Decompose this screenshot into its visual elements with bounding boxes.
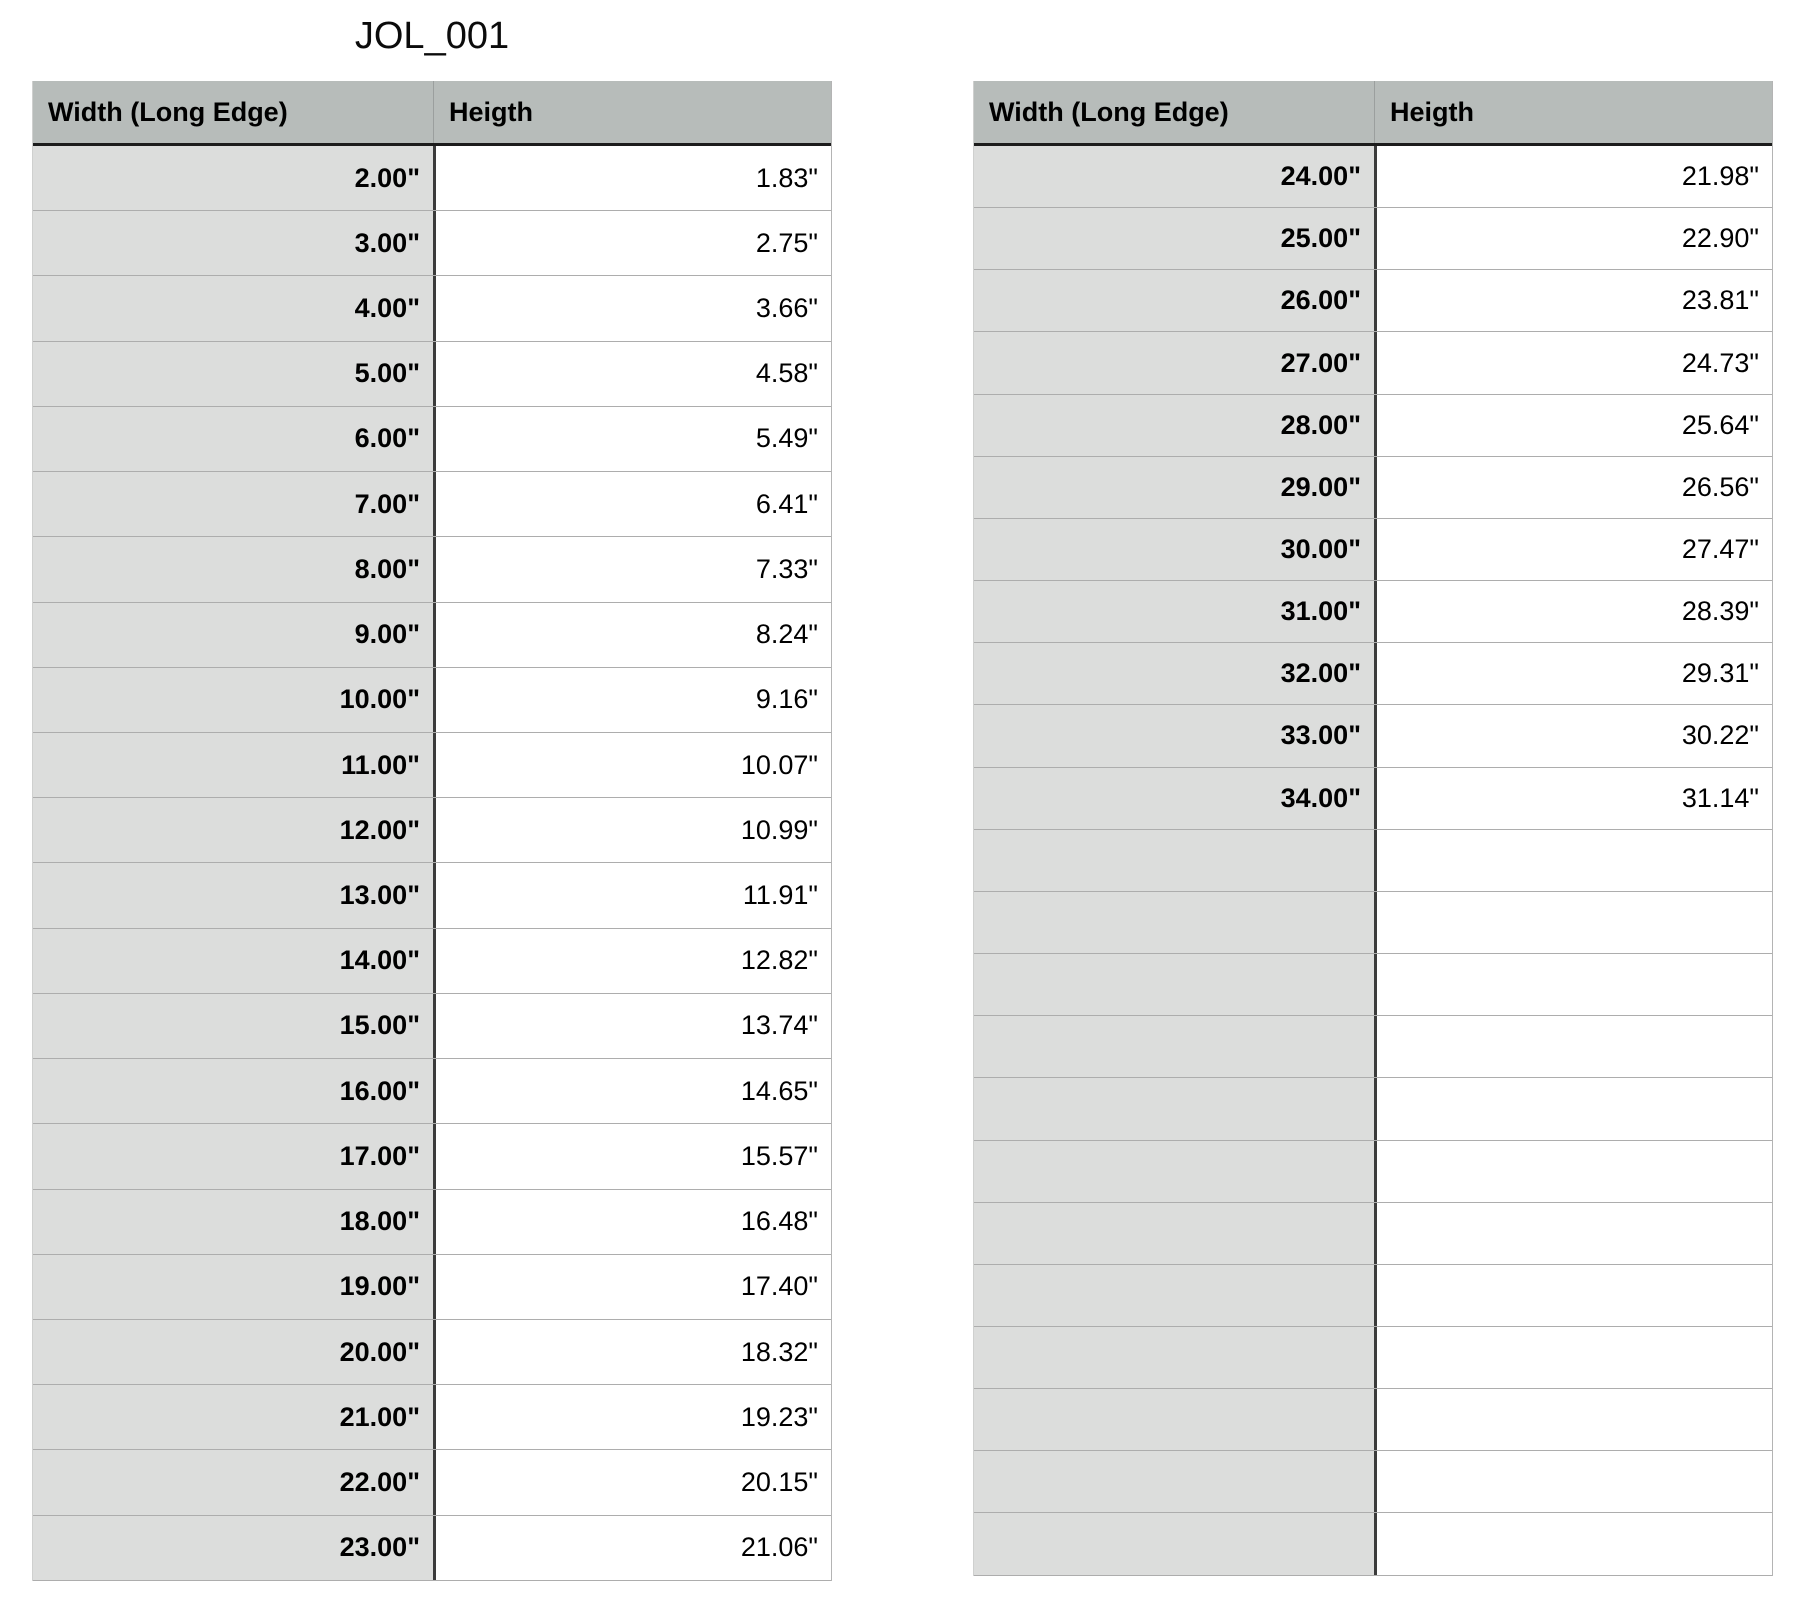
table-row xyxy=(33,1255,831,1320)
width-cell-empty xyxy=(974,830,1374,891)
width-cell: 17.00" xyxy=(33,1124,433,1188)
height-cell: 12.82" xyxy=(433,929,831,993)
table-row xyxy=(33,929,831,994)
width-cell: 23.00" xyxy=(33,1516,433,1580)
height-cell: 5.49" xyxy=(433,407,831,471)
table-row xyxy=(33,1385,831,1450)
width-cell: 31.00" xyxy=(974,581,1374,642)
width-cell: 26.00" xyxy=(974,270,1374,331)
table-row xyxy=(974,705,1772,767)
table-row xyxy=(33,407,831,472)
height-cell: 28.39" xyxy=(1374,581,1772,642)
height-cell: 6.41" xyxy=(433,472,831,536)
table-row xyxy=(33,798,831,863)
width-cell: 30.00" xyxy=(974,519,1374,580)
height-cell-empty xyxy=(1374,830,1772,891)
width-cell: 11.00" xyxy=(33,733,433,797)
width-cell-empty xyxy=(974,1389,1374,1450)
height-cell-empty xyxy=(1374,1389,1772,1450)
table-row xyxy=(33,1190,831,1255)
table-row xyxy=(33,1450,831,1515)
table-row xyxy=(974,395,1772,457)
height-cell: 19.23" xyxy=(433,1385,831,1449)
table-row xyxy=(33,537,831,602)
table-row xyxy=(33,1516,831,1581)
height-cell: 7.33" xyxy=(433,537,831,601)
size-table-right xyxy=(973,81,1773,1576)
width-cell-empty xyxy=(974,1203,1374,1264)
column-header-width: Width (Long Edge) xyxy=(48,96,288,127)
table-row-empty xyxy=(974,1513,1772,1575)
table-row xyxy=(974,581,1772,643)
table-body-right xyxy=(974,146,1772,1576)
table-row xyxy=(33,276,831,341)
table-row xyxy=(33,211,831,276)
table-row xyxy=(974,208,1772,270)
height-cell: 8.24" xyxy=(433,603,831,667)
height-cell: 17.40" xyxy=(433,1255,831,1319)
height-cell-empty xyxy=(1374,892,1772,953)
table-row xyxy=(33,863,831,928)
table-row-empty xyxy=(974,1327,1772,1389)
column-header-height: Heigth xyxy=(1374,81,1772,143)
height-cell-empty xyxy=(1374,1078,1772,1139)
table-row-empty xyxy=(974,1265,1772,1327)
table-row xyxy=(974,146,1772,208)
column-header-width: Width (Long Edge) xyxy=(989,96,1229,127)
height-cell: 20.15" xyxy=(433,1450,831,1514)
height-cell: 24.73" xyxy=(1374,332,1772,393)
table-row xyxy=(33,472,831,537)
table-row xyxy=(974,332,1772,394)
table-row xyxy=(33,1059,831,1124)
width-cell: 32.00" xyxy=(974,643,1374,704)
width-cell: 13.00" xyxy=(33,863,433,927)
height-cell: 11.91" xyxy=(433,863,831,927)
table-row-empty xyxy=(974,954,1772,1016)
table-row-empty xyxy=(974,1203,1772,1265)
table-row xyxy=(33,733,831,798)
width-cell: 22.00" xyxy=(33,1450,433,1514)
height-cell: 10.99" xyxy=(433,798,831,862)
table-row-empty xyxy=(974,1451,1772,1513)
height-cell-empty xyxy=(1374,1513,1772,1574)
table-row xyxy=(33,668,831,733)
table-row xyxy=(974,457,1772,519)
table-row xyxy=(974,270,1772,332)
table-row xyxy=(33,603,831,668)
table-row-empty xyxy=(974,1141,1772,1203)
width-cell: 8.00" xyxy=(33,537,433,601)
height-cell: 14.65" xyxy=(433,1059,831,1123)
height-cell-empty xyxy=(1374,1016,1772,1077)
height-cell-empty xyxy=(1374,954,1772,1015)
height-cell-empty xyxy=(1374,1203,1772,1264)
height-cell: 31.14" xyxy=(1374,768,1772,829)
height-cell: 26.56" xyxy=(1374,457,1772,518)
table-row xyxy=(33,342,831,407)
width-cell-empty xyxy=(974,1016,1374,1077)
width-cell: 10.00" xyxy=(33,668,433,732)
width-cell: 25.00" xyxy=(974,208,1374,269)
width-cell-empty xyxy=(974,1513,1374,1574)
height-cell-empty xyxy=(1374,1141,1772,1202)
height-cell: 3.66" xyxy=(433,276,831,340)
height-cell: 13.74" xyxy=(433,994,831,1058)
height-cell: 29.31" xyxy=(1374,643,1772,704)
height-cell: 9.16" xyxy=(433,668,831,732)
table-row xyxy=(33,1124,831,1189)
width-cell: 16.00" xyxy=(33,1059,433,1123)
width-cell: 33.00" xyxy=(974,705,1374,766)
width-cell-empty xyxy=(974,1265,1374,1326)
width-cell: 19.00" xyxy=(33,1255,433,1319)
table-row xyxy=(33,146,831,211)
width-cell: 20.00" xyxy=(33,1320,433,1384)
table-row xyxy=(974,643,1772,705)
width-cell-empty xyxy=(974,1451,1374,1512)
page-title: JOL_001 xyxy=(354,15,510,57)
table-row xyxy=(33,1320,831,1385)
width-cell: 14.00" xyxy=(33,929,433,993)
width-cell: 18.00" xyxy=(33,1190,433,1254)
width-cell: 3.00" xyxy=(33,211,433,275)
width-cell-empty xyxy=(974,1078,1374,1139)
width-cell: 21.00" xyxy=(33,1385,433,1449)
table-row-empty xyxy=(974,1078,1772,1140)
width-cell-empty xyxy=(974,954,1374,1015)
width-cell-empty xyxy=(974,1141,1374,1202)
height-cell-empty xyxy=(1374,1451,1772,1512)
table-row-empty xyxy=(974,1016,1772,1078)
width-cell: 15.00" xyxy=(33,994,433,1058)
table-row xyxy=(974,768,1772,830)
width-cell: 28.00" xyxy=(974,395,1374,456)
height-cell: 1.83" xyxy=(433,146,831,210)
height-cell: 15.57" xyxy=(433,1124,831,1188)
height-cell: 27.47" xyxy=(1374,519,1772,580)
width-cell: 2.00" xyxy=(33,146,433,210)
table-row-empty xyxy=(974,830,1772,892)
width-cell: 5.00" xyxy=(33,342,433,406)
height-cell: 16.48" xyxy=(433,1190,831,1254)
table-row-empty xyxy=(974,1389,1772,1451)
width-cell: 9.00" xyxy=(33,603,433,667)
width-cell: 12.00" xyxy=(33,798,433,862)
height-cell: 30.22" xyxy=(1374,705,1772,766)
table-row xyxy=(974,519,1772,581)
height-cell: 25.64" xyxy=(1374,395,1772,456)
width-cell: 34.00" xyxy=(974,768,1374,829)
height-cell-empty xyxy=(1374,1327,1772,1388)
height-cell: 22.90" xyxy=(1374,208,1772,269)
width-cell-empty xyxy=(974,1327,1374,1388)
height-cell: 21.98" xyxy=(1374,146,1772,207)
height-cell: 18.32" xyxy=(433,1320,831,1384)
width-cell: 6.00" xyxy=(33,407,433,471)
height-cell: 2.75" xyxy=(433,211,831,275)
width-cell: 24.00" xyxy=(974,146,1374,207)
width-cell: 7.00" xyxy=(33,472,433,536)
width-cell: 27.00" xyxy=(974,332,1374,393)
height-cell: 23.81" xyxy=(1374,270,1772,331)
table-body-left xyxy=(33,146,831,1581)
width-cell: 29.00" xyxy=(974,457,1374,518)
table-header xyxy=(33,81,831,146)
column-header-height: Heigth xyxy=(433,81,831,143)
table-header xyxy=(974,81,1772,146)
height-cell-empty xyxy=(1374,1265,1772,1326)
height-cell: 10.07" xyxy=(433,733,831,797)
height-cell: 4.58" xyxy=(433,342,831,406)
table-row-empty xyxy=(974,892,1772,954)
table-row xyxy=(33,994,831,1059)
height-cell: 21.06" xyxy=(433,1516,831,1580)
width-cell: 4.00" xyxy=(33,276,433,340)
width-cell-empty xyxy=(974,892,1374,953)
size-table-left xyxy=(32,81,832,1581)
